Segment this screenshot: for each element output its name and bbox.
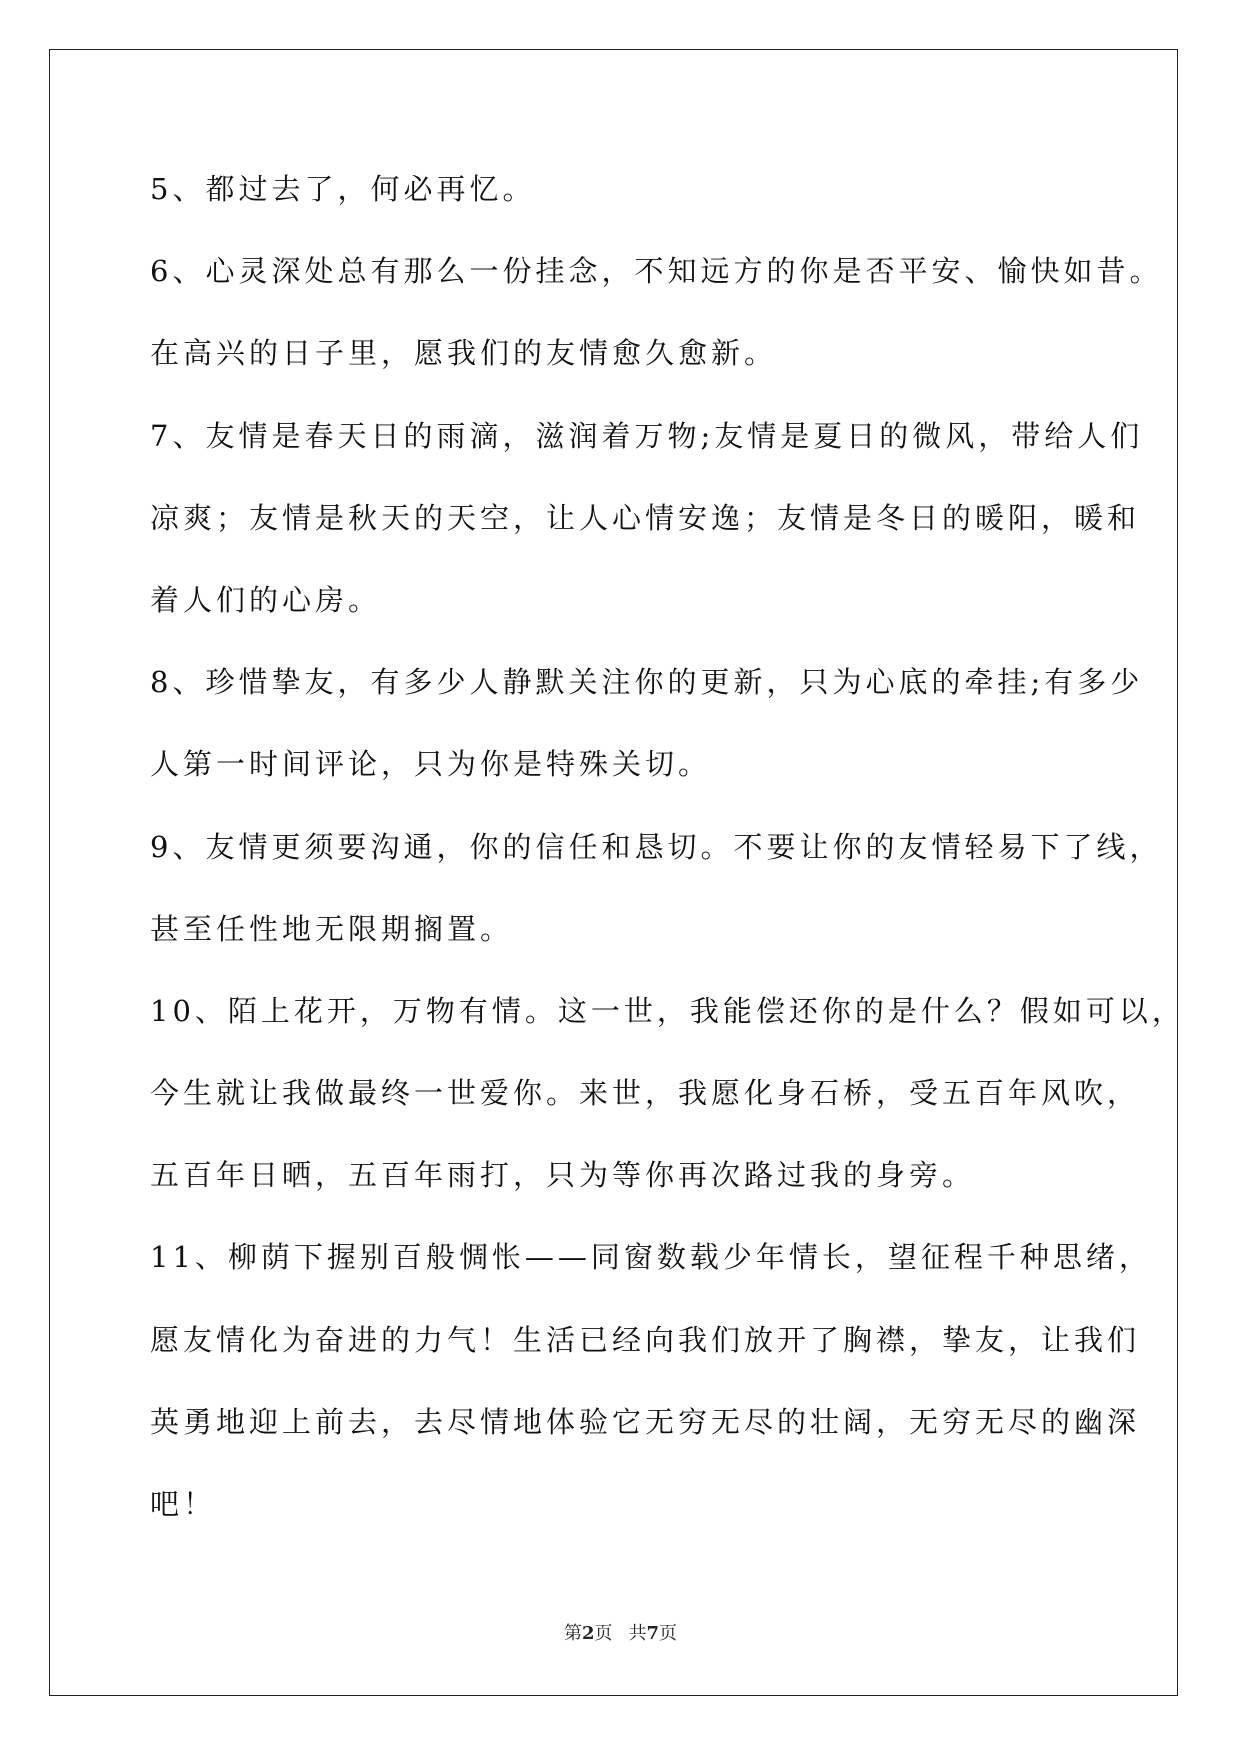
text-line: 五百年日晒，五百年雨打，只为等你再次路过我的身旁。 bbox=[150, 1158, 976, 1193]
text-line: 11、柳荫下握别百般惆怅——同窗数载少年情长，望征程千种思绪， bbox=[150, 1240, 1152, 1275]
text-line: 7、友情是春天日的雨滴，滋润着万物;友情是夏日的微风，带给人们 bbox=[150, 418, 1144, 453]
total-suffix: 页 bbox=[659, 1623, 678, 1644]
text-line: 8、珍惜挚友，有多少人静默关注你的更新，只为心底的牵挂;有多少 bbox=[150, 665, 1144, 700]
page-footer bbox=[0, 1619, 1241, 1645]
text-line: 甚至任性地无限期搁置。 bbox=[150, 911, 514, 946]
document-body bbox=[150, 162, 1185, 1559]
page-prefix: 第 bbox=[563, 1623, 582, 1644]
page-total: 7 bbox=[646, 1623, 660, 1644]
total-prefix: 共 bbox=[628, 1623, 647, 1644]
page-number: 2 bbox=[581, 1623, 595, 1644]
text-line: 着人们的心房。 bbox=[150, 582, 382, 617]
text-line: 9、友情更须要沟通，你的信任和恳切。不要让你的友情轻易下了线， bbox=[150, 829, 1163, 864]
text-line: 10、陌上花开，万物有情。这一世，我能偿还你的是什么？假如可以， bbox=[150, 993, 1185, 1028]
text-line: 今生就让我做最终一世爱你。来世，我愿化身石桥，受五百年风吹， bbox=[150, 1076, 1141, 1111]
text-line: 在高兴的日子里，愿我们的友情愈久愈新。 bbox=[150, 336, 778, 371]
text-line: 愿友情化为奋进的力气！生活已经向我们放开了胸襟，挚友，让我们 bbox=[150, 1322, 1141, 1357]
text-line: 凉爽；友情是秋天的天空，让人心情安逸；友情是冬日的暖阳，暖和 bbox=[150, 500, 1141, 535]
page-suffix: 页 bbox=[594, 1623, 613, 1644]
text-line: 5、都过去了，何必再忆。 bbox=[150, 172, 536, 206]
text-line: 吧！ bbox=[150, 1487, 217, 1521]
text-line: 人第一时间评论，只为你是特殊关切。 bbox=[150, 747, 712, 782]
text-line: 6、心灵深处总有那么一份挂念，不知远方的你是否平安、愉快如昔。 bbox=[150, 254, 1163, 289]
text-line: 英勇地迎上前去，去尽情地体验它无穷无尽的壮阔，无穷无尽的幽深 bbox=[150, 1404, 1141, 1439]
